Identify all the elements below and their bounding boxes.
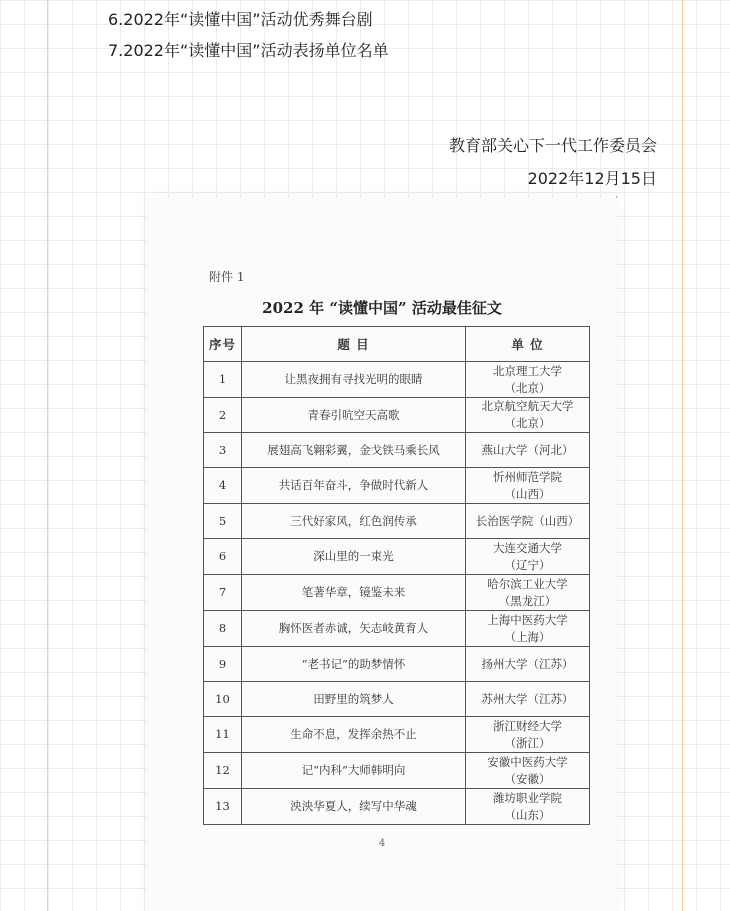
unit-line-2: （山西） [504,486,551,501]
awards-table [203,326,590,825]
cell-num: 5 [204,504,242,539]
signature-organization: 教育部关心下一代工作委员会 [448,136,657,155]
unit-line-1: 北京理工大学 [493,363,562,378]
cell-title: 三代好家风，红色润传承 [242,504,466,539]
unit-line-1: 安徽中医药大学 [487,754,568,769]
unit-line-1: 大连交通大学 [493,540,562,555]
unit-line-2: （北京） [504,380,551,395]
unit-line-2: （北京） [504,416,551,430]
unit-line-1: 北京航空航天大学 [481,399,574,413]
unit-line-1: 燕山大学（河北） [481,442,574,457]
attachment-item-7: 7.2022年“读懂中国”活动表扬单位名单 [108,41,389,60]
unit-line-2: （黑龙江） [498,593,557,608]
attachment-item-6: 6.2022年“读懂中国”活动优秀舞台剧 [108,10,373,29]
unit-line-2: （辽宁） [504,557,551,572]
document-title: 2022 年 “读懂中国” 活动最佳征文 [262,299,502,317]
cell-num: 6 [204,539,242,575]
cell-unit [466,433,590,468]
cell-unit [466,398,590,433]
cell-unit [466,647,590,682]
cell-title: 生命不息，发挥余热不止 [242,717,466,753]
unit-line-1: 忻州师范学院 [493,469,562,484]
cell-title: 让黑夜拥有寻找光明的眼睛 [242,362,466,398]
margin-line-left [47,0,48,911]
cell-num: 10 [204,682,242,717]
unit-line-2: （浙江） [504,735,551,750]
header-title: 题 目 [242,327,466,362]
cell-title: 青春引吭空天高歌 [242,398,466,433]
cell-title: 泱泱华夏人，续写中华魂 [242,789,466,825]
unit-line-1: 长治医学院（山西） [475,513,580,528]
unit-line-2: （山东） [504,807,551,822]
cell-unit [466,504,590,539]
cell-title: 胸怀医者赤诚，矢志岐黄育人 [242,611,466,647]
header-num: 序号 [204,327,242,362]
cell-num: 7 [204,575,242,611]
table-row [204,575,590,611]
table-row [204,362,590,398]
table-row [204,647,590,682]
cell-unit [466,789,590,825]
table-header-row [204,327,590,362]
cell-title: 笔著华章，镜鉴未来 [242,575,466,611]
cell-title: 深山里的一束光 [242,539,466,575]
cell-num: 1 [204,362,242,398]
table-row [204,682,590,717]
cell-title: 田野里的筑梦人 [242,682,466,717]
scanned-page-image [147,198,617,911]
cell-num: 13 [204,789,242,825]
cell-unit [466,362,590,398]
page-number: 4 [378,838,386,849]
unit-line-1: 浙江财经大学 [493,718,562,733]
cell-unit [466,717,590,753]
attachment-label: 附件 1 [209,270,245,284]
table-row [204,789,590,825]
unit-line-2: （安徽） [504,771,551,786]
cell-num: 12 [204,753,242,789]
unit-line-1: 上海中医药大学 [487,612,568,627]
table-row [204,539,590,575]
cell-unit [466,468,590,504]
unit-line-1: 扬州大学（江苏） [481,656,574,671]
cell-title: 共话百年奋斗，争做时代新人 [242,468,466,504]
table-row [204,504,590,539]
table-row [204,611,590,647]
unit-line-1: 哈尔滨工业大学 [487,576,568,591]
cell-title: 记“内科”大师韩明向 [242,753,466,789]
cell-unit [466,539,590,575]
cell-unit [466,611,590,647]
cell-title: “老书记”的助梦情怀 [242,647,466,682]
cell-unit [466,753,590,789]
table-row [204,717,590,753]
table-row [204,398,590,433]
cell-unit [466,575,590,611]
cell-num: 2 [204,398,242,433]
header-unit: 单 位 [466,327,590,362]
unit-line-1: 苏州大学（江苏） [481,691,574,706]
cell-num: 11 [204,717,242,753]
table-row [204,433,590,468]
table-row [204,753,590,789]
margin-line-right [682,0,683,911]
cell-num: 3 [204,433,242,468]
table-row [204,468,590,504]
signature-date: 2022年12月15日 [527,169,657,188]
cell-num: 9 [204,647,242,682]
cell-num: 4 [204,468,242,504]
cell-title: 展翅高飞翱彩翼，金戈铁马乘长风 [242,433,466,468]
cell-unit [466,682,590,717]
cell-num: 8 [204,611,242,647]
unit-line-1: 潍坊职业学院 [493,790,562,805]
unit-line-2: （上海） [504,629,551,644]
